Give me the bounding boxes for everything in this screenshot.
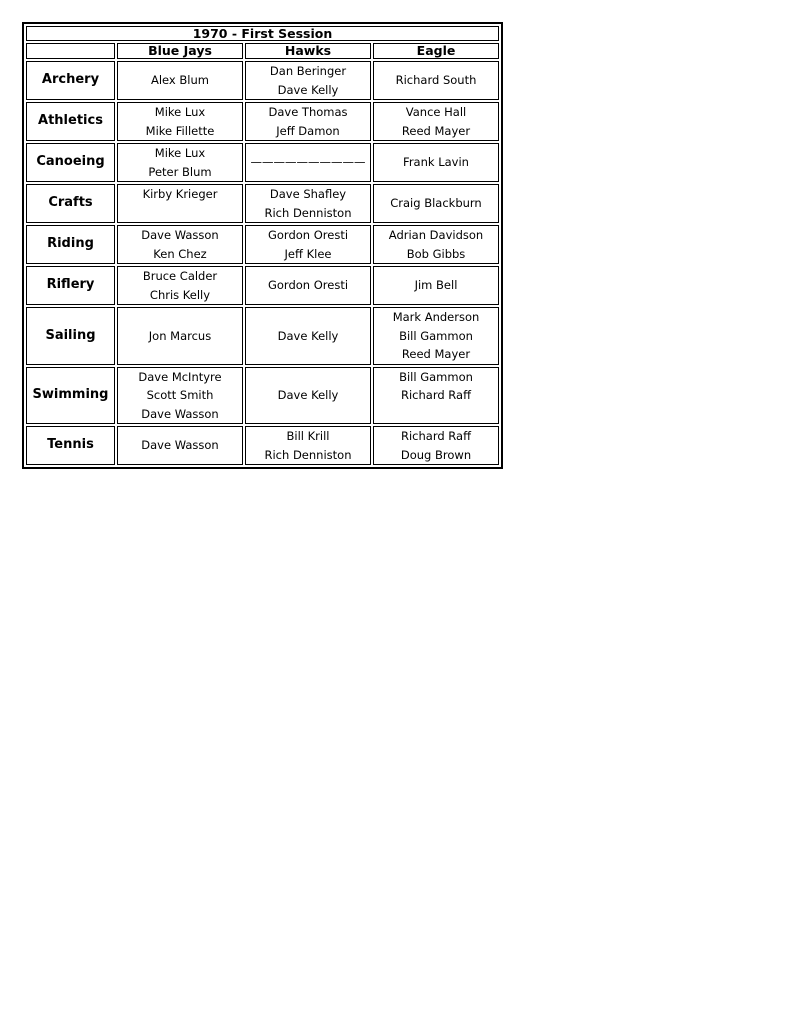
cell-names	[374, 308, 498, 364]
activity-label: Tennis	[26, 426, 115, 465]
roster-table-body	[26, 26, 499, 465]
counselor-name: Dave Kelly	[277, 388, 339, 402]
activity-label: Archery	[26, 61, 115, 100]
counselor-name: Dave Wasson	[141, 228, 219, 242]
cell-eagle	[373, 367, 499, 425]
table-row	[26, 426, 499, 465]
cell-names	[118, 436, 242, 455]
table-row	[26, 367, 499, 425]
cell-eagle	[373, 61, 499, 100]
counselor-name: Jon Marcus	[148, 328, 212, 343]
counselor-name: Chris Kelly	[149, 287, 211, 302]
counselor-name: Dan Beringer	[269, 64, 347, 78]
counselor-name: Dave Shafley	[269, 187, 347, 201]
counselor-name: Richard South	[395, 73, 477, 88]
column-header-activity	[26, 43, 115, 59]
counselor-name: ——————————	[250, 155, 366, 170]
cell-names	[118, 368, 242, 424]
counselor-name: Craig Blackburn	[390, 196, 482, 211]
cell-names	[246, 103, 370, 140]
counselor-name: Bill Gammon	[399, 328, 473, 343]
counselor-name: Adrian Davidson	[388, 228, 484, 242]
counselor-name: Bill Gammon	[399, 369, 473, 384]
cell-blue-jays	[117, 426, 243, 465]
cell-names	[246, 427, 370, 464]
counselor-name: Dave Kelly	[277, 82, 339, 97]
cell-hawks	[245, 266, 371, 305]
cell-hawks	[245, 102, 371, 141]
cell-names	[118, 327, 242, 346]
cell-hawks	[245, 61, 371, 100]
cell-eagle	[373, 143, 499, 182]
cell-names	[246, 185, 370, 222]
counselor-name: Vance Hall	[405, 105, 467, 119]
activity-label: Swimming	[26, 367, 115, 425]
table-row	[26, 143, 499, 182]
cell-names	[246, 386, 370, 405]
counselor-name: Richard Raff	[400, 429, 472, 443]
cell-names	[374, 226, 498, 263]
counselor-name: Jim Bell	[414, 278, 458, 293]
cell-blue-jays	[117, 367, 243, 425]
counselor-name: Scott Smith	[146, 388, 214, 402]
cell-blue-jays	[117, 266, 243, 305]
cell-hawks	[245, 367, 371, 425]
counselor-name: Mark Anderson	[392, 310, 480, 324]
cell-names	[374, 276, 498, 295]
cell-hawks	[245, 184, 371, 223]
cell-eagle	[373, 184, 499, 223]
counselor-name: Kirby Krieger	[142, 187, 218, 201]
activity-label: Riding	[26, 225, 115, 264]
cell-eagle	[373, 102, 499, 141]
counselor-name: Mike Lux	[154, 146, 206, 160]
cell-eagle	[373, 225, 499, 264]
cell-names	[246, 62, 370, 99]
activity-label: Canoeing	[26, 143, 115, 182]
counselor-name: Rich Denniston	[264, 447, 352, 462]
table-title: 1970 - First Session	[26, 26, 499, 41]
counselor-name: Jeff Klee	[284, 246, 332, 261]
counselor-name: Rich Denniston	[264, 205, 352, 220]
counselor-name: Gordon Oresti	[267, 228, 349, 242]
counselor-name: Bill Krill	[286, 429, 330, 443]
counselor-name: Dave Wasson	[141, 406, 219, 421]
session-roster-table	[22, 22, 503, 469]
counselor-name: Mike Lux	[154, 105, 206, 119]
cell-names	[374, 103, 498, 140]
cell-eagle	[373, 307, 499, 365]
cell-blue-jays	[117, 61, 243, 100]
counselor-name: Reed Mayer	[401, 347, 471, 361]
cell-names	[374, 194, 498, 213]
cell-names	[374, 427, 498, 464]
title-row	[26, 26, 499, 41]
column-header-blue-jays: Blue Jays	[117, 43, 243, 59]
cell-eagle	[373, 266, 499, 305]
cell-blue-jays	[117, 143, 243, 182]
counselor-name: Ken Chez	[153, 246, 207, 261]
cell-names	[246, 153, 370, 172]
table-row	[26, 225, 499, 264]
counselor-name: Peter Blum	[148, 164, 212, 179]
activity-label: Athletics	[26, 102, 115, 141]
cell-hawks	[245, 307, 371, 365]
cell-hawks	[245, 143, 371, 182]
counselor-name: Bob Gibbs	[406, 246, 466, 261]
activity-label: Crafts	[26, 184, 115, 223]
cell-blue-jays	[117, 307, 243, 365]
cell-names	[374, 71, 498, 90]
counselor-name: Alex Blum	[151, 73, 209, 88]
counselor-name: Mike Fillette	[145, 123, 215, 138]
cell-names	[374, 153, 498, 172]
cell-names	[118, 267, 242, 304]
cell-names	[118, 144, 242, 181]
cell-hawks	[245, 225, 371, 264]
column-header-eagle: Eagle	[373, 43, 499, 59]
cell-blue-jays	[117, 225, 243, 264]
cell-names	[246, 327, 370, 346]
counselor-name: Bruce Calder	[142, 269, 218, 283]
counselor-name: Dave Kelly	[277, 328, 339, 343]
counselor-name: Dave Thomas	[268, 105, 348, 119]
table-row	[26, 184, 499, 223]
activity-label: Riflery	[26, 266, 115, 305]
column-header-row	[26, 43, 499, 59]
counselor-name: Gordon Oresti	[267, 278, 349, 293]
table-row	[26, 307, 499, 365]
activity-label: Sailing	[26, 307, 115, 365]
counselor-name: Frank Lavin	[403, 155, 469, 170]
counselor-name: Jeff Damon	[276, 123, 340, 138]
cell-names	[246, 226, 370, 263]
counselor-name: Richard Raff	[400, 388, 472, 402]
cell-names	[374, 368, 498, 405]
cell-eagle	[373, 426, 499, 465]
cell-blue-jays	[117, 184, 243, 223]
table-row	[26, 61, 499, 100]
column-header-hawks: Hawks	[245, 43, 371, 59]
cell-names	[118, 185, 242, 204]
cell-hawks	[245, 426, 371, 465]
cell-names	[118, 103, 242, 140]
cell-blue-jays	[117, 102, 243, 141]
counselor-name: Reed Mayer	[401, 123, 471, 138]
table-row	[26, 102, 499, 141]
cell-names	[118, 71, 242, 90]
table-row	[26, 266, 499, 305]
cell-names	[118, 226, 242, 263]
counselor-name: Doug Brown	[400, 447, 472, 462]
counselor-name: Dave Wasson	[141, 438, 219, 453]
counselor-name: Dave McIntyre	[138, 369, 222, 384]
cell-names	[246, 276, 370, 295]
